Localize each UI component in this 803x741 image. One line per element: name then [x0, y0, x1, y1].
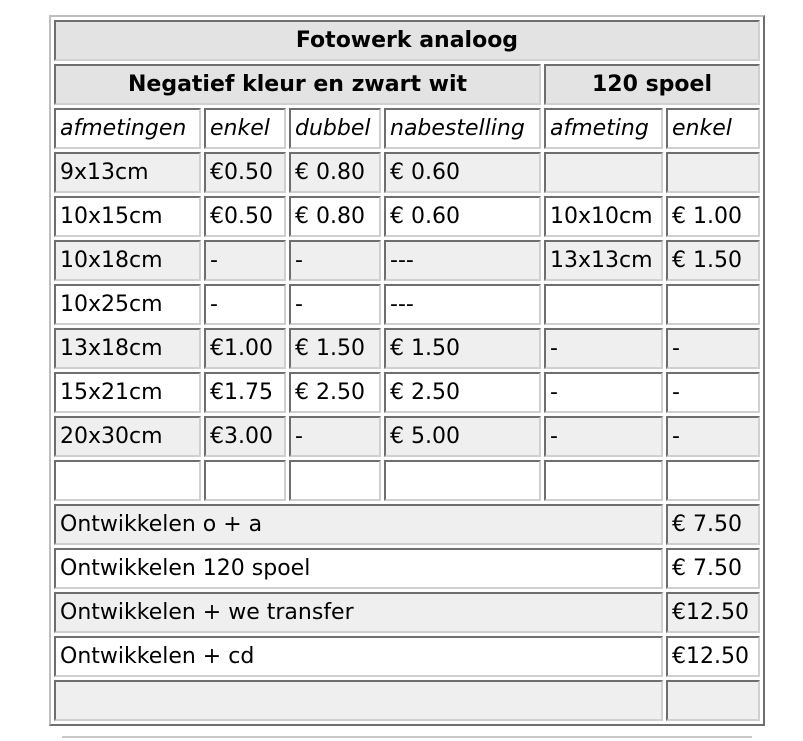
table-cell: €1.00 [204, 328, 286, 369]
next-table-edge [62, 736, 752, 738]
service-row [54, 636, 760, 677]
table-cell: 10x15cm [54, 196, 201, 237]
table-cell: 13x13cm [544, 240, 663, 281]
service-row [54, 680, 760, 721]
table-cell: € 1.00 [666, 196, 760, 237]
service-label: Ontwikkelen o + a [54, 504, 663, 545]
table-cell: - [544, 328, 663, 369]
table-title: Fotowerk analoog [54, 20, 760, 61]
table-row [54, 152, 760, 193]
table-cell [666, 152, 760, 193]
table-cell: - [544, 416, 663, 457]
table-row [54, 372, 760, 413]
column-header-nabestelling: nabestelling [384, 108, 541, 149]
table-cell [544, 152, 663, 193]
table-cell: € 5.00 [384, 416, 541, 457]
table-cell: € 2.50 [384, 372, 541, 413]
table-cell [666, 284, 760, 325]
table-cell: €0.50 [204, 196, 286, 237]
service-price [666, 680, 760, 721]
table-cell: € 1.50 [666, 240, 760, 281]
table-row [54, 460, 760, 501]
table-cell: 10x25cm [54, 284, 201, 325]
column-header-afmeting: afmeting [544, 108, 663, 149]
table-cell [384, 460, 541, 501]
table-cell [544, 460, 663, 501]
service-label [54, 680, 663, 721]
table-row [54, 240, 760, 281]
service-label: Ontwikkelen + we transfer [54, 592, 663, 633]
table-cell: 15x21cm [54, 372, 201, 413]
table-cell: - [666, 416, 760, 457]
table-cell: - [544, 372, 663, 413]
table-cell: - [204, 240, 286, 281]
section-header-120-roll: 120 spoel [544, 64, 760, 105]
service-price: €12.50 [666, 592, 760, 633]
service-label: Ontwikkelen + cd [54, 636, 663, 677]
column-header-enkel: enkel [204, 108, 286, 149]
table-cell: 9x13cm [54, 152, 201, 193]
column-header-enkel-120: enkel [666, 108, 760, 149]
table-cell: 13x18cm [54, 328, 201, 369]
table-cell: 10x18cm [54, 240, 201, 281]
table-row [54, 196, 760, 237]
table-cell: €1.75 [204, 372, 286, 413]
table-cell: - [289, 416, 381, 457]
section-header-row [54, 64, 760, 105]
service-row [54, 504, 760, 545]
table-cell: €0.50 [204, 152, 286, 193]
table-cell: 20x30cm [54, 416, 201, 457]
table-row [54, 328, 760, 369]
table-cell: € 0.60 [384, 196, 541, 237]
table-cell: 10x10cm [544, 196, 663, 237]
table-cell [54, 460, 201, 501]
table-cell [666, 460, 760, 501]
table-cell: € 1.50 [384, 328, 541, 369]
table-cell: - [289, 240, 381, 281]
table-cell: - [204, 284, 286, 325]
service-price: € 7.50 [666, 548, 760, 589]
table-cell: € 0.60 [384, 152, 541, 193]
price-table [49, 15, 765, 726]
service-label: Ontwikkelen 120 spoel [54, 548, 663, 589]
table-row [54, 284, 760, 325]
table-cell: - [666, 328, 760, 369]
table-cell: € 0.80 [289, 152, 381, 193]
column-header-row [54, 108, 760, 149]
table-cell [544, 284, 663, 325]
table-cell: € 0.80 [289, 196, 381, 237]
table-row [54, 416, 760, 457]
service-row [54, 548, 760, 589]
section-header-negatives: Negatief kleur en zwart wit [54, 64, 541, 105]
table-cell [289, 460, 381, 501]
column-header-dubbel: dubbel [289, 108, 381, 149]
table-cell: € 1.50 [289, 328, 381, 369]
table-cell: € 2.50 [289, 372, 381, 413]
column-header-afmetingen: afmetingen [54, 108, 201, 149]
price-table-container [49, 15, 765, 726]
table-cell: €3.00 [204, 416, 286, 457]
service-price: €12.50 [666, 636, 760, 677]
table-cell: - [666, 372, 760, 413]
table-cell: --- [384, 240, 541, 281]
service-price: € 7.50 [666, 504, 760, 545]
table-cell: --- [384, 284, 541, 325]
service-row [54, 592, 760, 633]
title-row [54, 20, 760, 61]
table-cell [204, 460, 286, 501]
table-cell: - [289, 284, 381, 325]
